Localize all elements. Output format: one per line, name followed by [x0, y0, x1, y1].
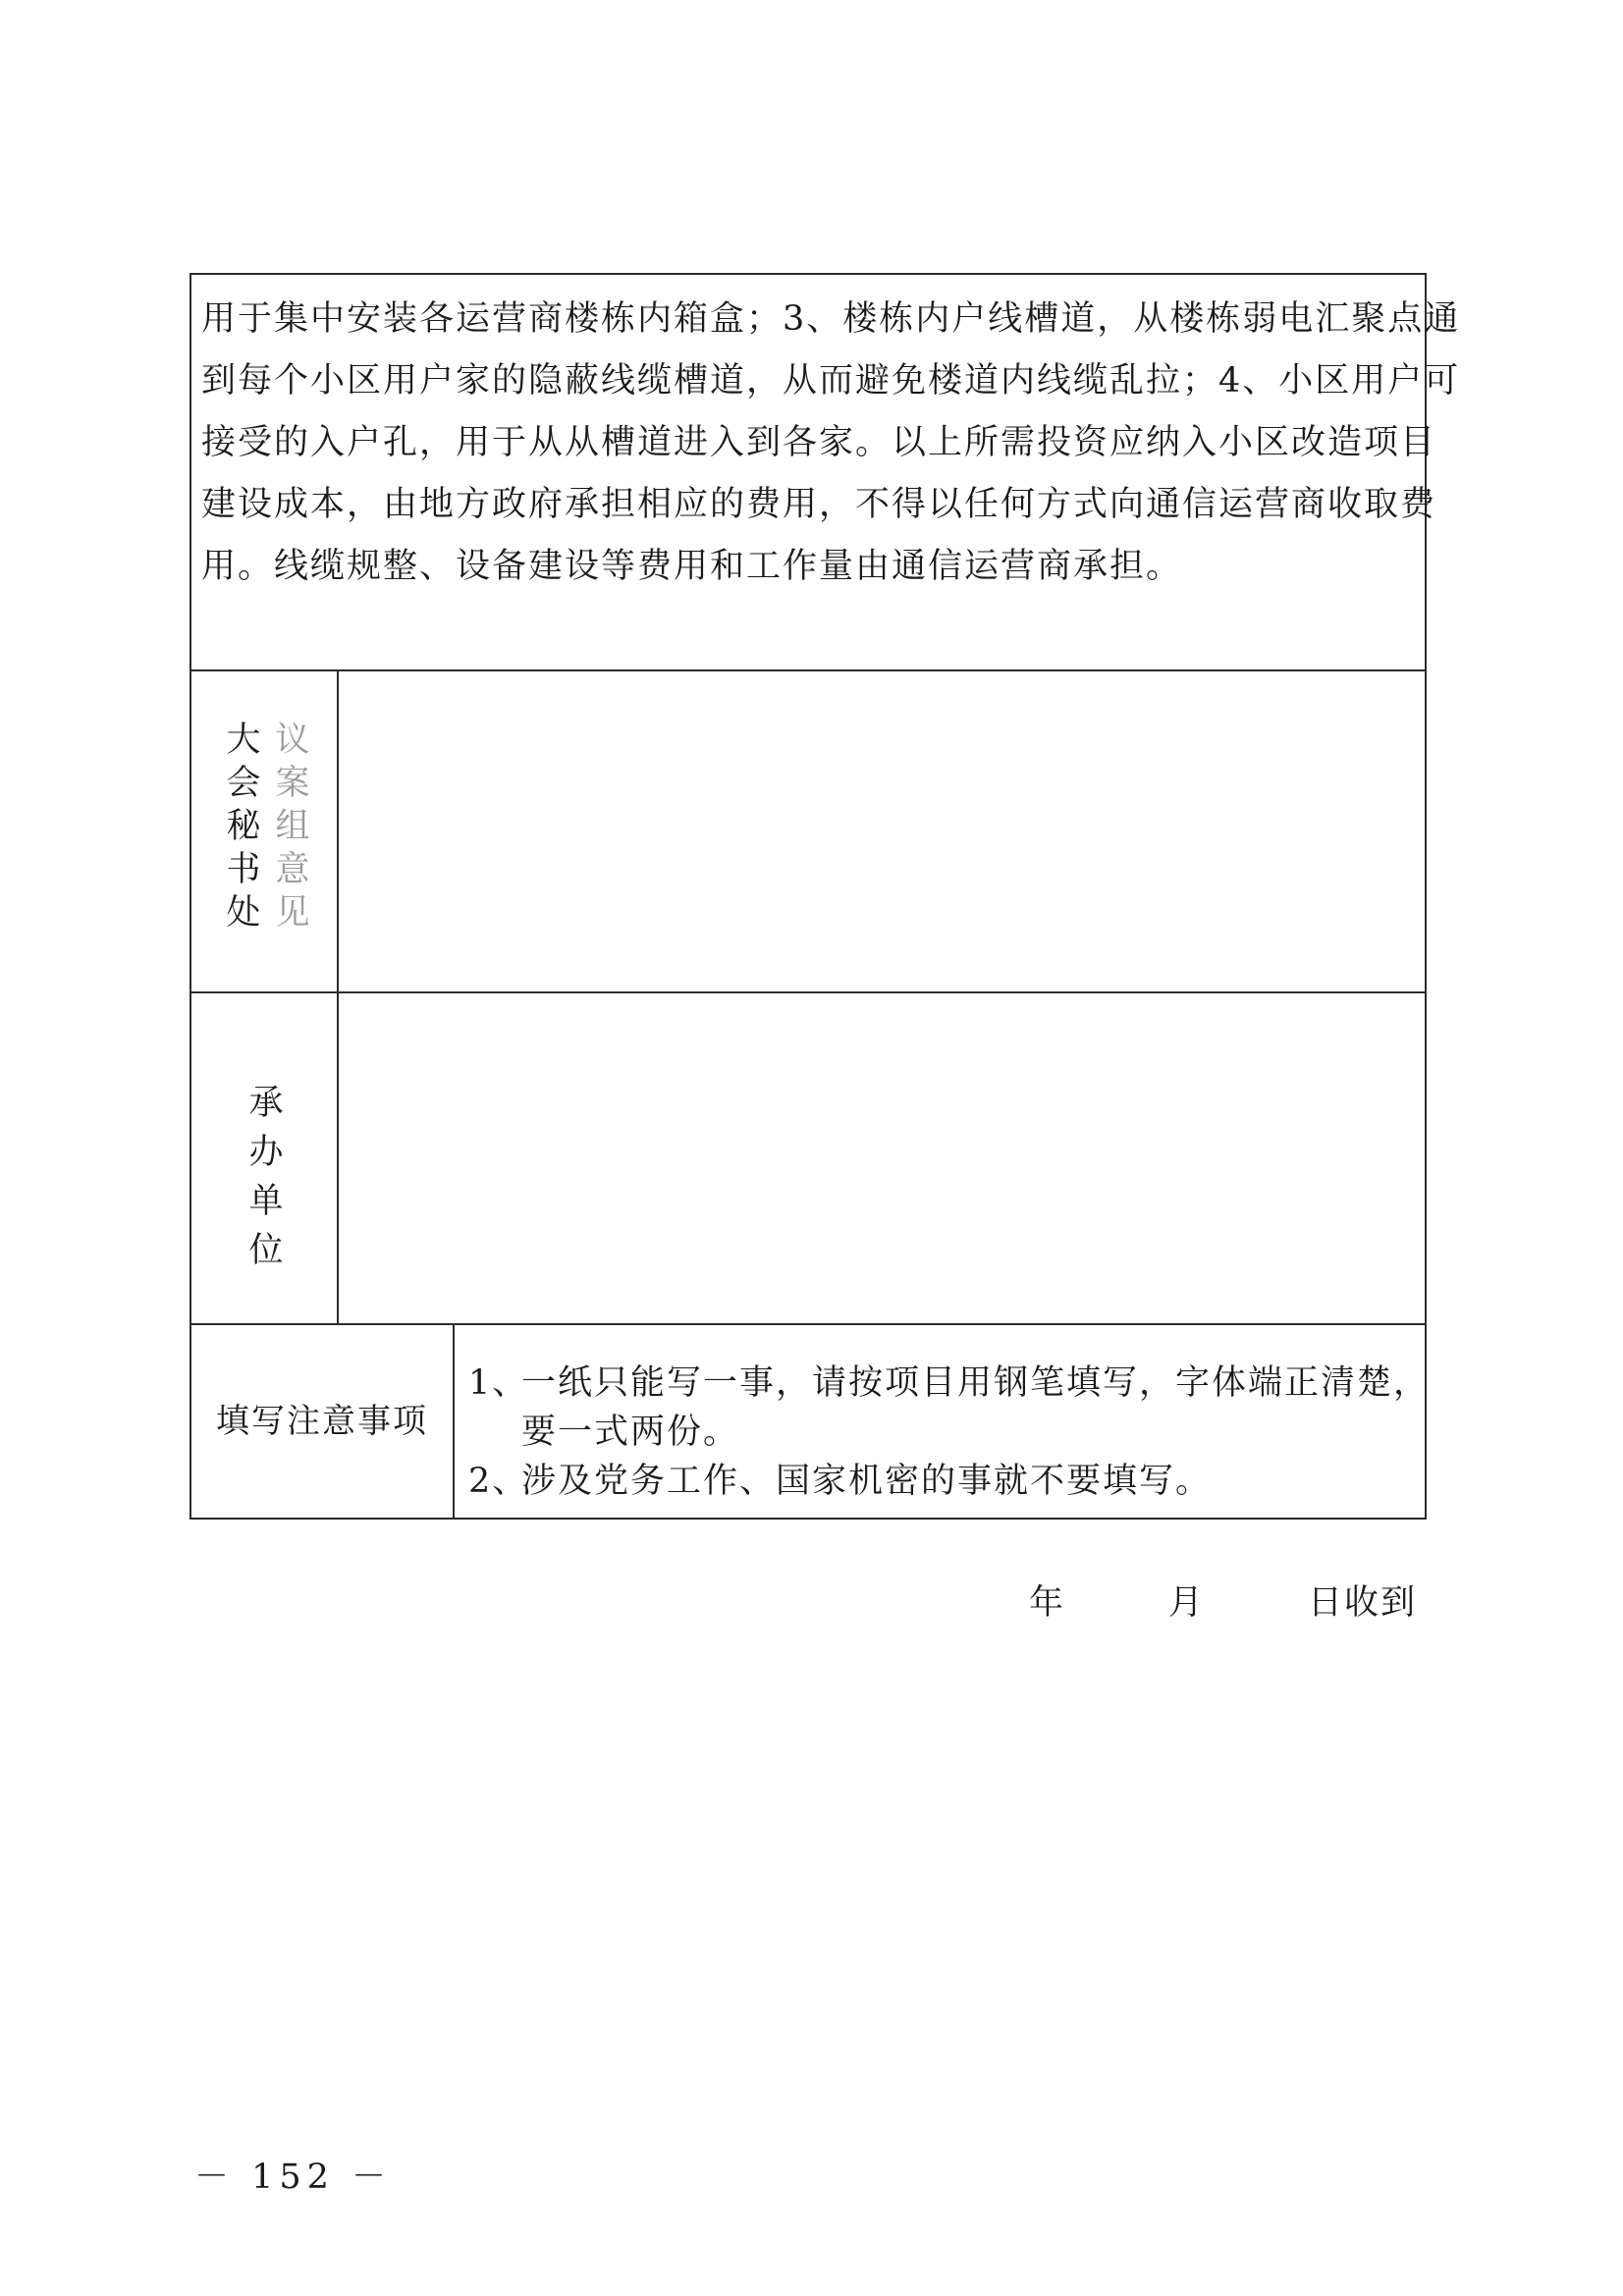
- secretariat-opinion-field[interactable]: [339, 671, 1425, 991]
- note-text: 一纸只能写一事，请按项目用钢笔填写，字体端正清楚，: [521, 1363, 1431, 1403]
- note-text: 涉及党务工作、国家机密的事就不要填写。: [521, 1462, 1213, 1501]
- content-line: 接受的入户孔，用于从从槽道进入到各家。以上所需投资应纳入小区改造项目: [201, 423, 1437, 462]
- filling-notes-row: [191, 1325, 1431, 1518]
- filling-notes-cell: [455, 1325, 1431, 1518]
- proposal-group-opinion-label: 议案组意见: [270, 721, 309, 936]
- note-item: [468, 1457, 1411, 1506]
- content-line: 建设成本，由地方政府承担相应的费用，不得以任何方式向通信运营商收取费: [201, 485, 1437, 524]
- proposal-content-row: [191, 275, 1461, 671]
- note-item: [468, 1359, 1431, 1408]
- secretariat-opinion-row: [191, 671, 1425, 993]
- page-number: － 152 －: [194, 2158, 393, 2197]
- secretariat-opinion-label-cell: [191, 671, 339, 991]
- filling-notes-list: [468, 1359, 1431, 1506]
- content-line: 用于集中安装各运营商楼栋内箱盒；3、楼栋内户线槽道，从楼栋弱电汇聚点通: [201, 299, 1461, 339]
- note-text: 要一式两份。: [521, 1413, 740, 1452]
- note-number: [468, 1408, 521, 1457]
- handling-unit-row: [191, 993, 1425, 1325]
- handling-unit-field[interactable]: [339, 993, 1425, 1323]
- filling-notes-label: 填写注意事项: [216, 1402, 428, 1441]
- note-number: 1、: [468, 1363, 529, 1403]
- note-item: [468, 1408, 1411, 1457]
- received-date-line: 年 月 日收到: [1029, 1583, 1418, 1623]
- content-line: 到每个小区用户家的隐蔽线缆槽道，从而避免楼道内线缆乱拉；4、小区用户可: [201, 361, 1461, 400]
- handling-unit-label: 承办单位: [243, 1084, 283, 1280]
- proposal-content-text: [201, 289, 1461, 598]
- note-number: 2、: [468, 1462, 529, 1501]
- content-line: 用。线缆规整、设备建设等费用和工作量由通信运营商承担。: [201, 547, 1183, 586]
- handling-unit-label-cell: [191, 993, 339, 1323]
- proposal-form-table: [189, 273, 1461, 1520]
- secretariat-label: 大会秘书处: [221, 721, 260, 936]
- filling-notes-label-cell: [191, 1325, 455, 1518]
